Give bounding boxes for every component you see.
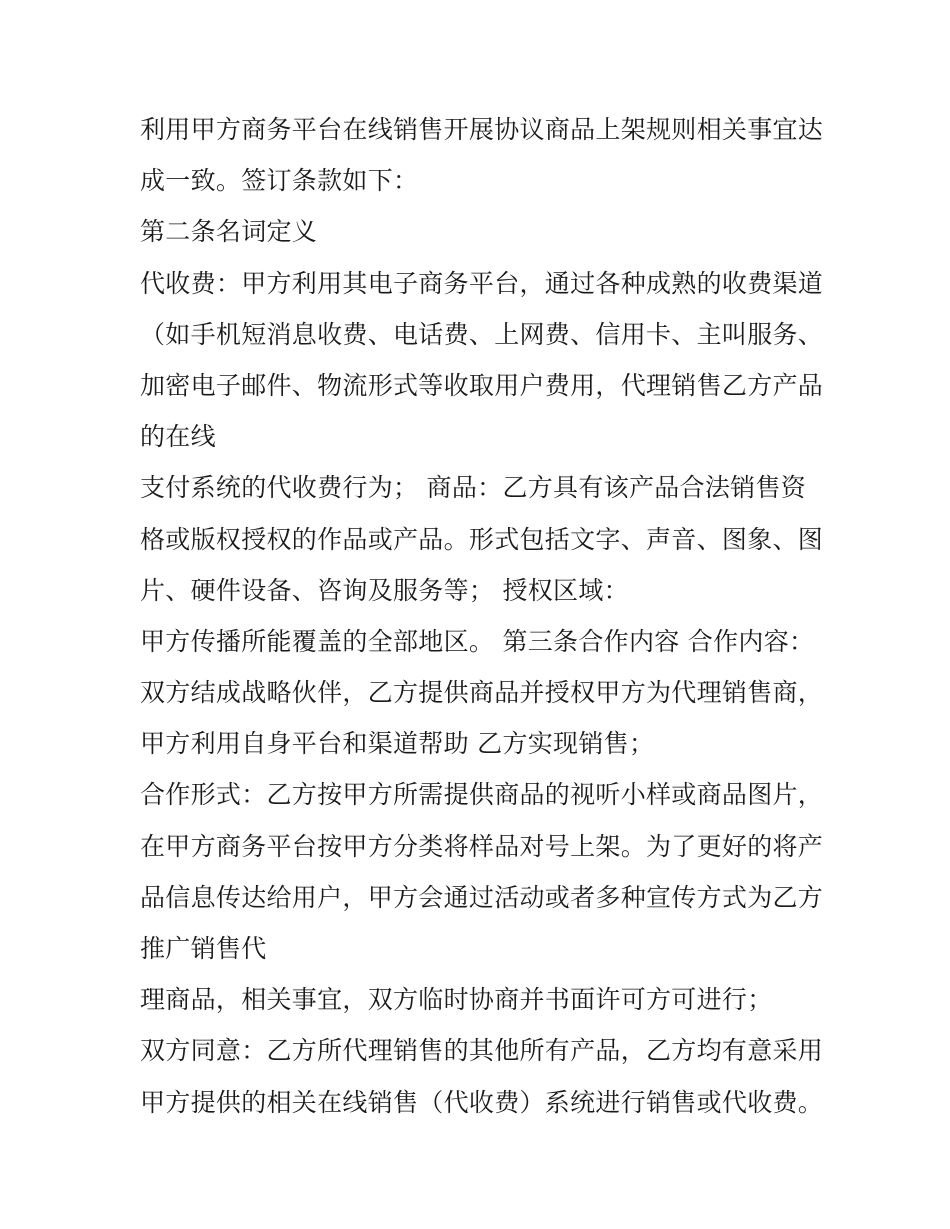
text-line: 推广销售代	[140, 934, 267, 963]
text-line: 甲方利用自身平台和渠道帮助 乙方实现销售；	[140, 729, 655, 759]
text-line: 代收费：甲方利用其电子商务平台，通过各种成熟的收费渠道	[140, 268, 824, 298]
text-line: 格或版权授权的作品或产品。形式包括文字、声音、图象、图	[140, 524, 824, 554]
document-body	[140, 104, 824, 1128]
text-line: 片、硬件设备、咨询及服务等； 授权区域：	[140, 575, 629, 605]
text-line: 支付系统的代收费行为； 商品：乙方具有该产品合法销售资	[140, 473, 807, 503]
text-line: 成一致。签订条款如下：	[140, 166, 419, 196]
text-line: 加密电子邮件、物流形式等收取用户费用，代理销售乙方产品	[140, 370, 824, 400]
text-line: 双方同意：乙方所代理销售的其他所有产品，乙方均有意采用	[140, 1036, 824, 1066]
section-heading: 第二条名词定义	[140, 217, 318, 247]
text-line: 合作形式：乙方按甲方所需提供商品的视听小样或商品图片，	[140, 780, 824, 810]
text-line: 利用甲方商务平台在线销售开展协议商品上架规则相关事宜达	[140, 115, 824, 144]
text-line: 的在线	[140, 422, 216, 452]
text-line: 品信息传达给用户，甲方会通过活动或者多种宣传方式为乙方	[140, 882, 824, 912]
text-line: 双方结成战略伙伴，乙方提供商品并授权甲方为代理销售商，	[140, 678, 824, 708]
text-line: 理商品，相关事宜，双方临时协商并书面许可方可进行；	[140, 985, 773, 1015]
text-line: 在甲方商务平台按甲方分类将样品对号上架。为了更好的将产	[140, 831, 824, 861]
text-line: （如手机短消息收费、电话费、上网费、信用卡、主叫服务、	[140, 319, 824, 349]
text-line: 甲方传播所能覆盖的全部地区。 第三条合作内容 合作内容：	[140, 626, 815, 656]
text-line: 甲方提供的相关在线销售（代收费）系统进行销售或代收费。	[140, 1087, 824, 1117]
